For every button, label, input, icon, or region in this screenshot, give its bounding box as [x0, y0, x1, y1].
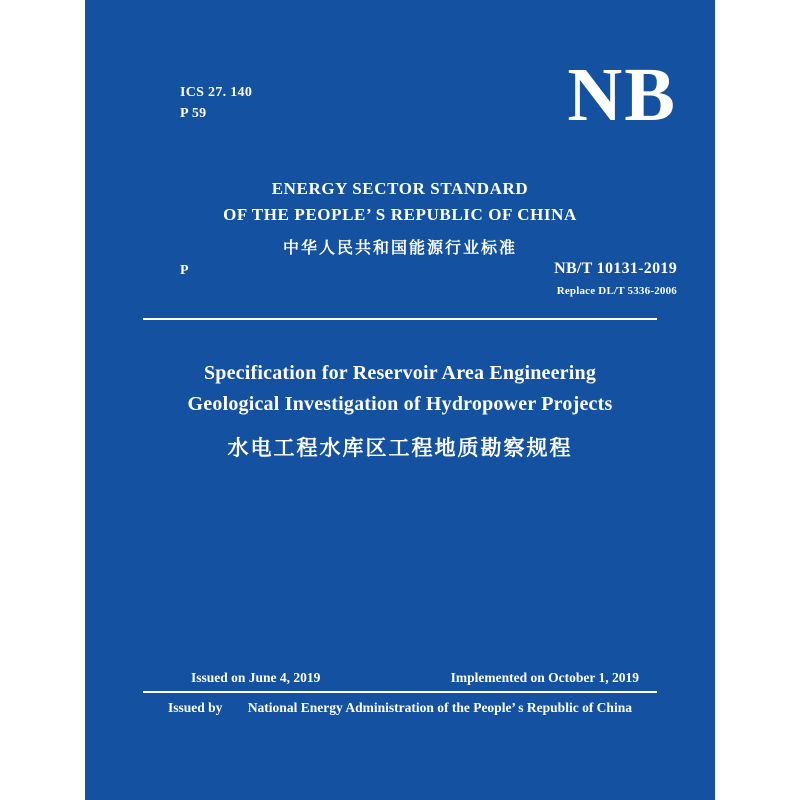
org-line-english-1: ENERGY SECTOR STANDARD [271, 179, 529, 198]
standard-number-block [554, 260, 677, 297]
title-chinese: 水电工程水库区工程地质勘察规程 [227, 436, 573, 460]
ics-code: ICS 27. 140 [180, 85, 253, 100]
title-english-line-2: Geological Investigation of Hydropower Projects [187, 393, 613, 415]
dates-row [143, 670, 657, 686]
issuer-row [85, 700, 715, 716]
divider-bottom [143, 691, 657, 693]
ics-classification-block [180, 82, 252, 124]
issuer-name: National Energy Administration of the People’ s Republic of China [247, 700, 632, 715]
issued-on-date: Issued on June 4, 2019 [191, 670, 321, 685]
standard-number: NB/T 10131-2019 [554, 260, 677, 277]
replaced-standard: Replace DL/T 5336-2006 [556, 285, 677, 297]
title-english-line-1: Specification for Reservoir Area Engineering [203, 362, 597, 384]
divider-top [143, 318, 657, 320]
standard-cover-page [85, 0, 715, 800]
issuing-organization-block [85, 176, 715, 263]
p-mark: P [180, 263, 189, 278]
classification-code: P 59 [180, 106, 207, 121]
implemented-on-date: Implemented on October 1, 2019 [450, 670, 639, 685]
nb-logo: NB [567, 53, 677, 137]
org-line-chinese: 中华人民共和国能源行业标准 [282, 238, 517, 257]
issued-by-label: Issued by [168, 700, 223, 715]
title-block [85, 358, 715, 462]
org-line-english-2: OF THE PEOPLE’ S REPUBLIC OF CHINA [223, 205, 577, 224]
